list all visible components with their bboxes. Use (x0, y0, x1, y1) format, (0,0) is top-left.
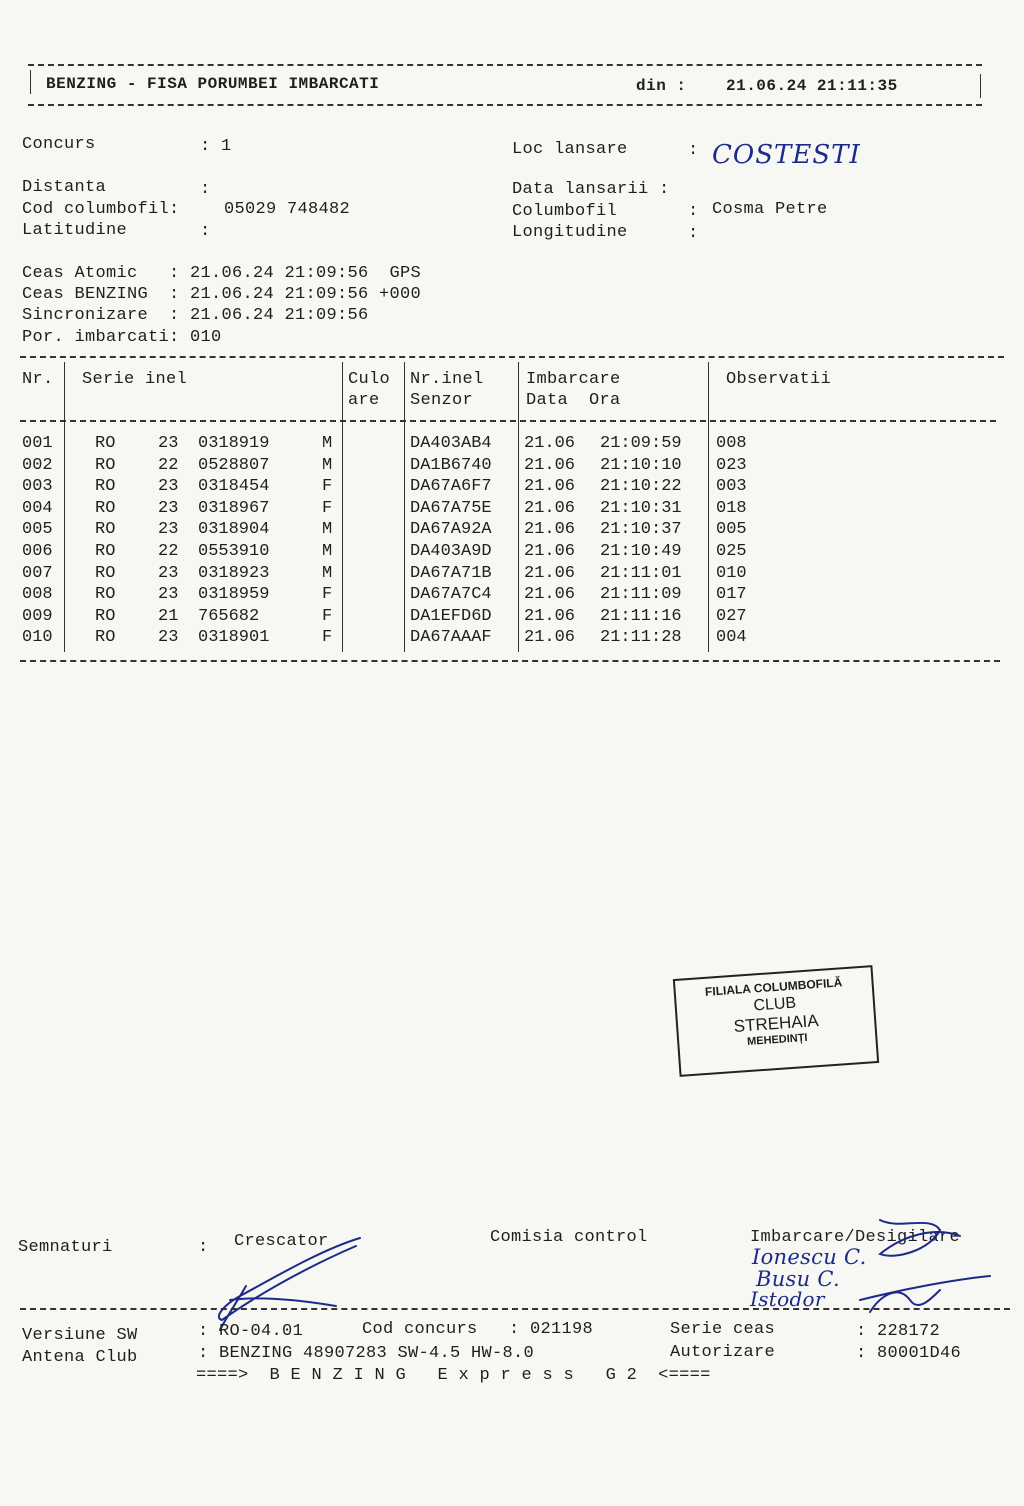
cell-an: 23 (158, 520, 179, 540)
concurs-value: : 1 (200, 137, 232, 156)
cell-inel: 0318919 (198, 434, 270, 453)
cell-inel: 0318923 (198, 563, 270, 583)
latitudine-value: : (200, 222, 211, 241)
data-lansarii-label: Data lansarii : (512, 180, 670, 199)
col-divider-sex (342, 362, 343, 652)
cell-sex: M (322, 563, 333, 583)
cell-inel: 0318904 (198, 520, 270, 540)
cell-ora: 21:10:10 (600, 455, 682, 475)
semnaturi-label: Semnaturi (18, 1238, 113, 1257)
cell-sex: F (322, 498, 333, 518)
cell-tara: RO (95, 498, 116, 518)
cell-senzor: DA67A71B (410, 563, 492, 583)
cell-obs: 008 (716, 434, 747, 453)
sincronizare-line: Sincronizare : 21.06.24 21:09:56 (22, 306, 369, 325)
cell-sex: M (322, 455, 333, 475)
cell-sex: F (322, 606, 333, 626)
loc-lansare-label: Loc lansare (512, 140, 628, 159)
cell-nr: 006 (22, 542, 53, 561)
cell-an: 22 (158, 542, 179, 561)
header-bottom-rule (28, 104, 982, 106)
col-divider-senzor (518, 362, 519, 652)
cell-obs: 010 (716, 563, 747, 583)
cell-senzor: DA67AAAF (410, 628, 492, 648)
cell-sex: M (322, 542, 333, 561)
cell-obs: 023 (716, 455, 747, 475)
cell-obs: 025 (716, 542, 747, 561)
crescator-label: Crescator (234, 1232, 329, 1251)
porumbei-imbarcati-line: Por. imbarcati: 010 (22, 328, 222, 347)
longitudine-sep: : (688, 224, 699, 243)
loc-lansare-sep: : (688, 141, 699, 160)
cell-inel: 0528807 (198, 455, 270, 475)
cell-obs: 004 (716, 628, 747, 648)
cell-tara: RO (95, 434, 116, 453)
cod-concurs: Cod concurs : 021198 (362, 1320, 594, 1339)
longitudine-label: Longitudine (512, 223, 628, 242)
cell-data: 21.06 (524, 434, 576, 453)
loc-lansare-handwritten: COSTESTI (712, 140, 861, 170)
versiune-sw-label: Versiune SW (22, 1326, 138, 1345)
cell-inel: 765682 (198, 606, 260, 626)
cell-nr: 008 (22, 585, 53, 605)
cell-obs: 017 (716, 585, 747, 605)
cell-senzor: DA1B6740 (410, 455, 492, 475)
autorizare-value: : 80001D46 (856, 1344, 962, 1363)
cell-senzor: DA67A7C4 (410, 585, 492, 605)
table-header-rule (20, 420, 996, 422)
handwritten-name-2: Busu C. (756, 1267, 841, 1291)
cell-an: 23 (158, 563, 179, 583)
cell-an: 23 (158, 434, 179, 453)
cell-nr: 010 (22, 628, 53, 648)
th-imbarcare-1: Imbarcare (526, 370, 621, 389)
ceas-atomic-line: Ceas Atomic : 21.06.24 21:09:56 GPS (22, 264, 422, 283)
cell-inel: 0318901 (198, 628, 270, 648)
th-nr-inel-2: Senzor (410, 391, 474, 410)
semnaturi-sep: : (198, 1238, 209, 1257)
cell-senzor: DA403AB4 (410, 434, 492, 453)
cell-data: 21.06 (524, 628, 576, 648)
cell-nr: 001 (22, 434, 53, 453)
cell-nr: 005 (22, 520, 53, 540)
cell-data: 21.06 (524, 498, 576, 518)
cell-an: 23 (158, 585, 179, 605)
cell-ora: 21:10:31 (600, 498, 682, 518)
cell-ora: 21:09:59 (600, 434, 682, 453)
table-top-rule (20, 356, 1004, 358)
document-title: BENZING - FISA PORUMBEI IMBARCATI (46, 75, 380, 93)
cell-data: 21.06 (524, 606, 576, 626)
autorizare-label: Autorizare (670, 1343, 776, 1362)
cell-an: 21 (158, 606, 179, 626)
header-left-bar (30, 70, 31, 94)
cell-obs: 005 (716, 520, 747, 540)
cell-inel: 0318454 (198, 477, 270, 497)
cell-ora: 21:11:01 (600, 563, 682, 583)
table-bottom-rule (20, 660, 1000, 662)
cell-nr: 007 (22, 563, 53, 583)
cell-tara: RO (95, 628, 116, 648)
cell-senzor: DA67A92A (410, 520, 492, 540)
distanta-value: : (200, 180, 211, 199)
cell-obs: 003 (716, 477, 747, 497)
cell-sex: M (322, 520, 333, 540)
col-divider-culoare (404, 362, 405, 652)
th-nr: Nr. (22, 370, 54, 389)
header-din-value: 21.06.24 21:11:35 (726, 77, 898, 95)
serie-ceas-value: : 228172 (856, 1322, 941, 1341)
th-imbarcare-2: Data Ora (526, 391, 621, 410)
club-stamp (673, 965, 879, 1077)
cell-senzor: DA403A9D (410, 542, 492, 561)
cell-data: 21.06 (524, 520, 576, 540)
header-right-bar (980, 74, 981, 98)
cell-senzor: DA67A75E (410, 498, 492, 518)
cell-ora: 21:10:49 (600, 542, 682, 561)
cod-columbofil-label: Cod columbofil: (22, 200, 180, 219)
handwritten-name-1: Ionescu C. (752, 1245, 867, 1269)
versiune-sw-value: : RO-04.01 (198, 1322, 304, 1341)
cell-data: 21.06 (524, 563, 576, 583)
cell-inel: 0553910 (198, 542, 270, 561)
cell-data: 21.06 (524, 585, 576, 605)
cell-sex: F (322, 477, 333, 497)
col-divider-nr (64, 362, 65, 652)
ceas-benzing-line: Ceas BENZING : 21.06.24 21:09:56 +000 (22, 285, 422, 304)
cell-an: 23 (158, 498, 179, 518)
cell-sex: M (322, 434, 333, 453)
cell-nr: 002 (22, 455, 53, 475)
cell-an: 23 (158, 628, 179, 648)
latitudine-label: Latitudine (22, 221, 128, 240)
benzing-express-banner: ====> B E N Z I N G E x p r e s s G 2 <==== (196, 1366, 711, 1385)
col-divider-obs (708, 362, 709, 652)
th-serie-inel: Serie inel (82, 370, 188, 389)
cell-tara: RO (95, 542, 116, 561)
cell-nr: 009 (22, 606, 53, 626)
cell-obs: 027 (716, 606, 747, 626)
cell-inel: 0318959 (198, 585, 270, 605)
cell-nr: 004 (22, 498, 53, 518)
signatures-bottom-rule (20, 1308, 1010, 1310)
header-top-rule (28, 64, 982, 66)
cell-data: 21.06 (524, 455, 576, 475)
columbofil-sep: : (688, 202, 699, 221)
cell-senzor: DA1EFD6D (410, 606, 492, 626)
antena-club-label: Antena Club (22, 1348, 138, 1367)
cell-ora: 21:11:09 (600, 585, 682, 605)
cell-nr: 003 (22, 477, 53, 497)
cell-data: 21.06 (524, 542, 576, 561)
antena-club-value: : BENZING 48907283 SW-4.5 HW-8.0 (198, 1344, 535, 1363)
cell-an: 23 (158, 477, 179, 497)
stamp-line-3: STREHAIA (733, 1011, 820, 1036)
cell-tara: RO (95, 455, 116, 475)
columbofil-value: Cosma Petre (712, 200, 828, 219)
th-nr-inel-1: Nr.inel (410, 370, 484, 389)
cell-tara: RO (95, 563, 116, 583)
imbarcare-desigilare-label: Imbarcare/Desigilare (750, 1228, 961, 1247)
th-culoare-1: Culo (348, 370, 391, 389)
cell-ora: 21:11:16 (600, 606, 682, 626)
cell-obs: 018 (716, 498, 747, 518)
concurs-label: Concurs (22, 135, 96, 154)
cell-sex: F (322, 628, 333, 648)
cell-sex: F (322, 585, 333, 605)
cell-tara: RO (95, 606, 116, 626)
cell-tara: RO (95, 477, 116, 497)
stamp-line-2: CLUB (752, 994, 797, 1015)
cell-senzor: DA67A6F7 (410, 477, 492, 497)
handwritten-name-3: Istodor (750, 1287, 825, 1311)
cell-data: 21.06 (524, 477, 576, 497)
header-din-label: din : (636, 77, 687, 95)
cell-inel: 0318967 (198, 498, 270, 518)
cell-ora: 21:10:37 (600, 520, 682, 540)
columbofil-label: Columbofil (512, 202, 618, 221)
cod-columbofil-value: 05029 748482 (224, 200, 351, 219)
cell-tara: RO (95, 520, 116, 540)
th-observatii: Observatii (726, 370, 832, 389)
stamp-line-1: FILIALA COLUMBOFILĂ (704, 975, 843, 999)
stamp-line-4: MEHEDINȚI (746, 1031, 808, 1049)
cell-ora: 21:10:22 (600, 477, 682, 497)
comisia-control-label: Comisia control (490, 1228, 648, 1247)
cell-ora: 21:11:28 (600, 628, 682, 648)
cell-an: 22 (158, 455, 179, 475)
th-culoare-2: are (348, 391, 380, 410)
distanta-label: Distanta (22, 178, 107, 197)
serie-ceas-label: Serie ceas (670, 1320, 776, 1339)
cell-tara: RO (95, 585, 116, 605)
